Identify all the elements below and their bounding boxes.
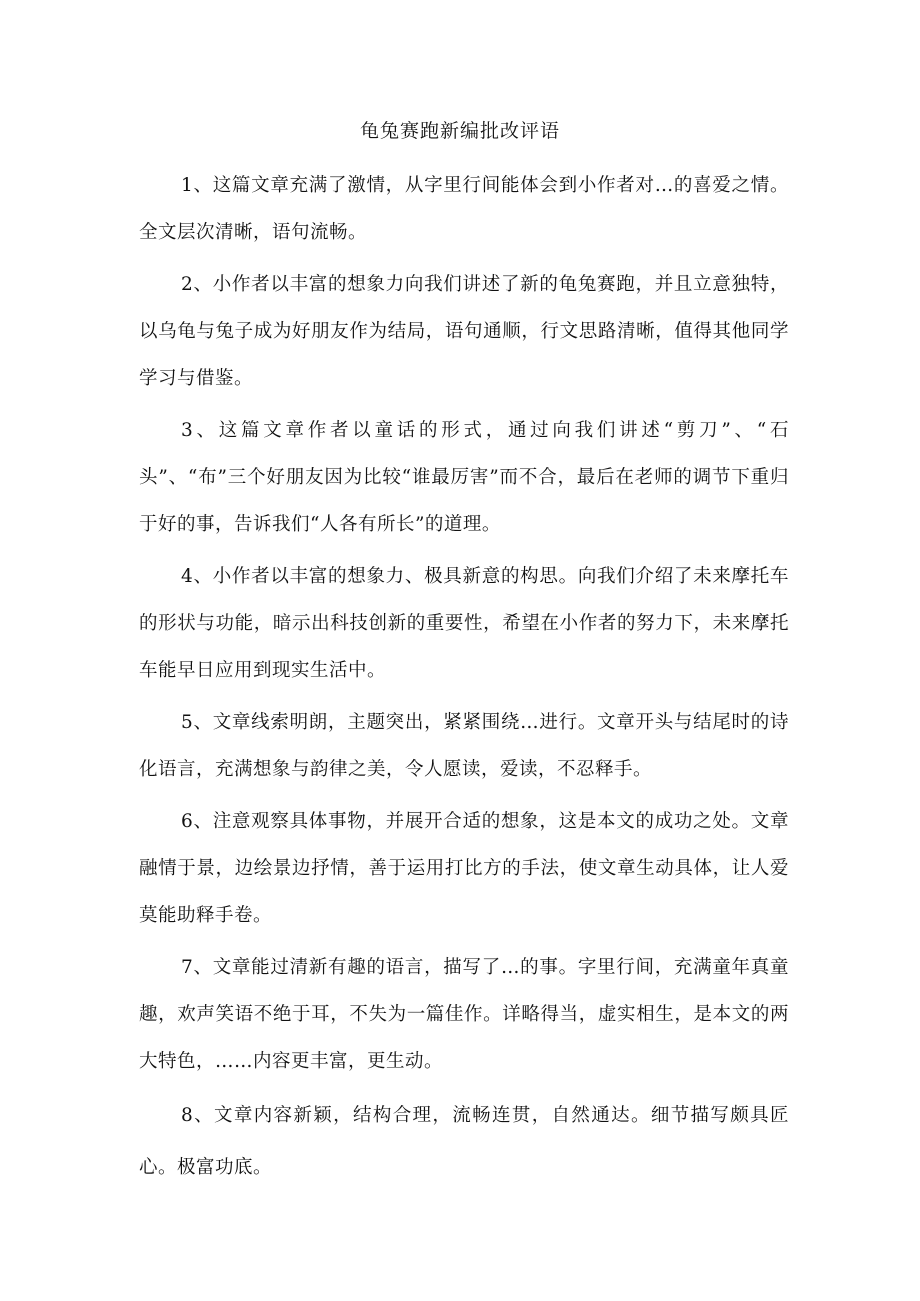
comment-paragraph-2: 2、小作者以丰富的想象力向我们讲述了新的龟兔赛跑，并且立意独特，以乌龟与兔子成为好朋友作为结局，语句通顺，行文思路清晰，值得其他同学学习与借鉴。 xyxy=(139,274,789,389)
comment-paragraph-5: 5、文章线索明朗，主题突出，紧紧围绕…进行。文章开头与结尾时的诗化语言，充满想象与韵律之美，令人愿读，爱读，不忍释手。 xyxy=(139,712,789,780)
document-body xyxy=(139,162,789,1194)
comment-paragraph-3: 3、这篇文章作者以童话的形式，通过向我们讲述“剪刀”、“石头”、“布”三个好朋友因为比较“谁最厉害”而不合，最后在老师的调节下重归于好的事，告诉我们“人各有所长”的道理。 xyxy=(139,420,789,535)
document-title: 龟兔赛跑新编批改评语 xyxy=(359,120,560,142)
comment-paragraph-4: 4、小作者以丰富的想象力、极具新意的构思。向我们介绍了未来摩托车的形状与功能，暗示出科技创新的重要性，希望在小作者的努力下，未来摩托车能早日应用到现实生活中。 xyxy=(139,566,789,681)
comment-paragraph-6: 6、注意观察具体事物，并展开合适的想象，这是本文的成功之处。文章融情于景，边绘景边抒情，善于运用打比方的手法，使文章生动具体，让人爱莫能助释手卷。 xyxy=(139,811,789,926)
comment-paragraph-8: 8、文章内容新颖，结构合理，流畅连贯，自然通达。细节描写颇具匠心。极富功底。 xyxy=(139,1105,789,1178)
comment-paragraph-7: 7、文章能过清新有趣的语言，描写了…的事。字里行间，充满童年真童趣，欢声笑语不绝于耳，不失为一篇佳作。详略得当，虚实相生，是本文的两大特色，……内容更丰富，更生动。 xyxy=(139,957,789,1072)
comment-paragraph-1: 1、这篇文章充满了激情，从字里行间能体会到小作者对…的喜爱之情。全文层次清晰，语句流畅。 xyxy=(139,175,789,243)
